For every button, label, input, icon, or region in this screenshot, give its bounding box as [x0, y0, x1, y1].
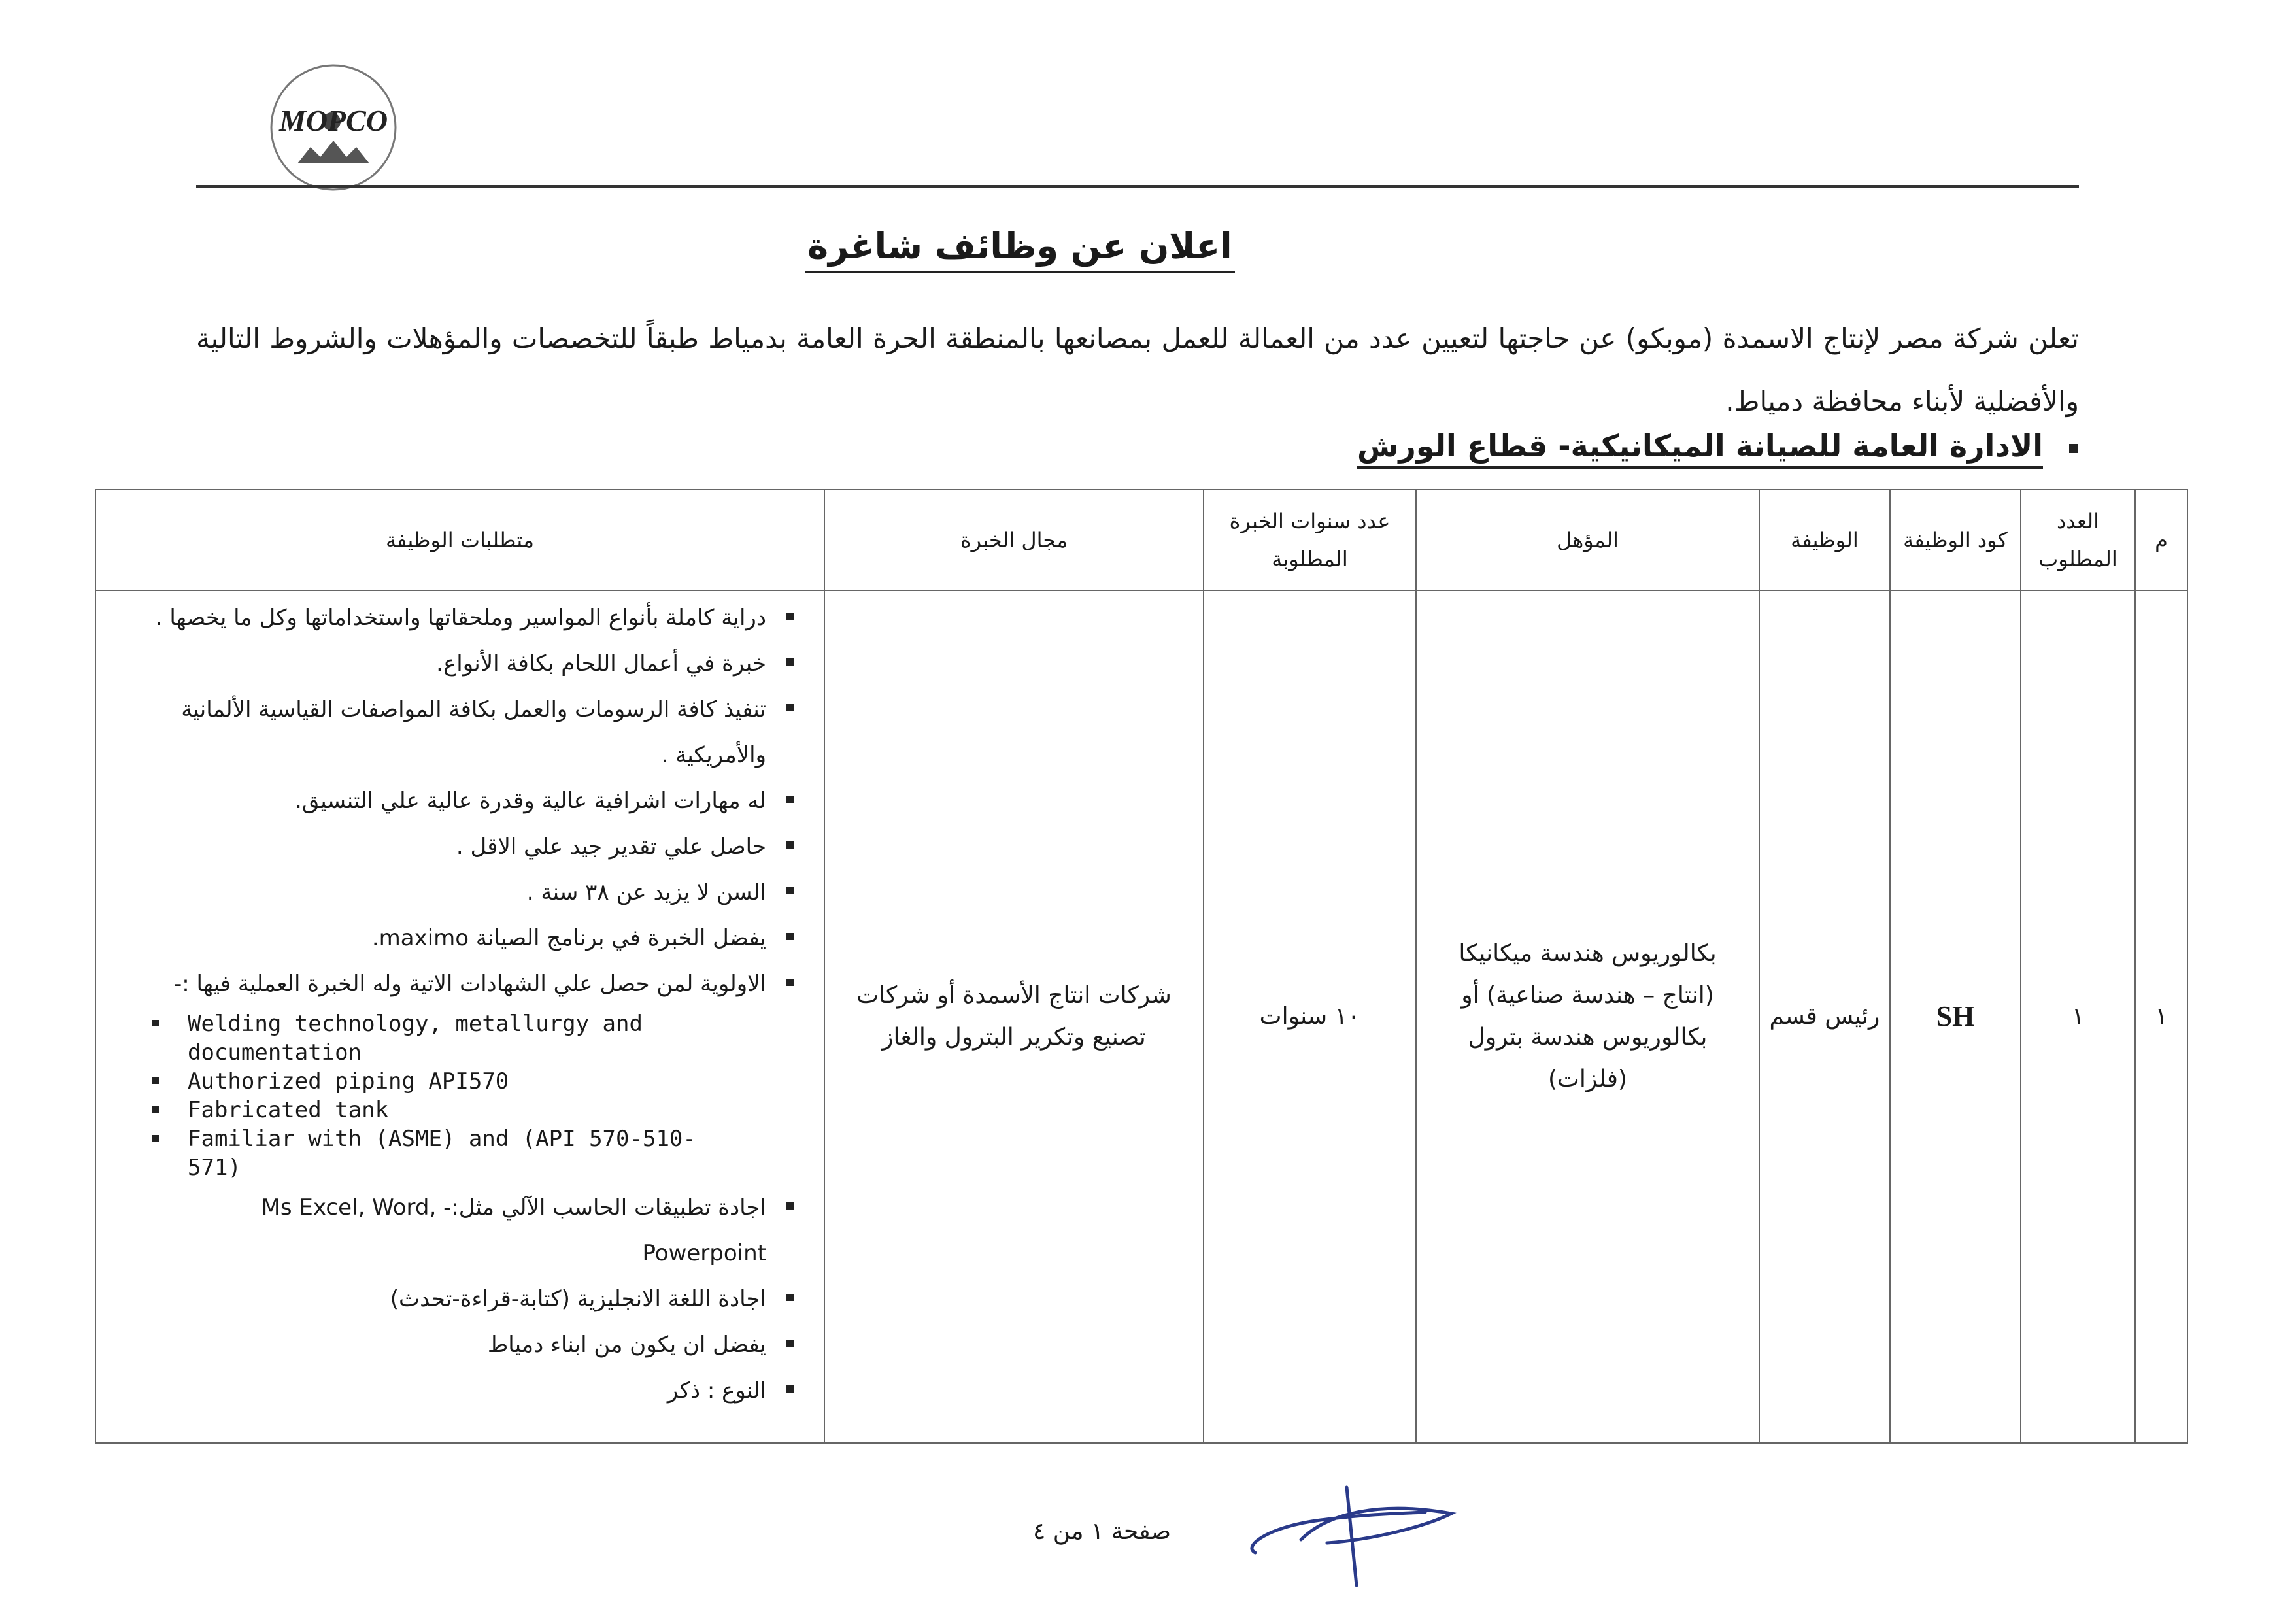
- list-item: تنفيذ كافة الرسومات والعمل بكافة المواصفات القياسية الألمانية والأمريكية .: [135, 686, 798, 778]
- cell-requirements: [95, 590, 824, 1443]
- table-row: [95, 590, 2187, 1443]
- intro-paragraph: تعلن شركة مصر لإنتاج الاسمدة (موبكو) عن حاجتها لتعيين عدد من العمالة للعمل بمصانعها بالمنطقة الحرة العامة بدمياط طبقاً للتخصصات والمؤهلات والشروط التالية والأفضلية لأبناء محافظة دمياط.: [196, 322, 2079, 417]
- company-logo: [258, 52, 409, 203]
- list-item: خبرة في أعمال اللحام بكافة الأنواع.: [135, 641, 798, 686]
- list-item: Welding technology, metallurgy and documentation: [135, 1009, 724, 1067]
- header-field: مجال الخبرة: [824, 490, 1204, 590]
- list-item: اجادة تطبيقات الحاسب الآلي مثل:- Ms Excel, Word, Powerpoint: [135, 1185, 798, 1276]
- list-item: حاصل علي تقدير جيد علي الاقل .: [135, 824, 798, 870]
- list-item: السن لا يزيد عن ٣٨ سنة .: [135, 870, 798, 915]
- list-item: يفضل ان يكون من ابناء دمياط: [135, 1322, 798, 1368]
- list-item: الاولوية لمن حصل علي الشهادات الاتية وله الخبرة العملية فيها :-: [135, 961, 798, 1007]
- header-job: الوظيفة: [1759, 490, 1890, 590]
- section-heading: [1357, 428, 2078, 464]
- cell-field: شركات انتاج الأسمدة أو شركات تصنيع وتكرير البترول والغاز: [824, 590, 1204, 1443]
- requirements-list-2: [135, 1185, 798, 1413]
- page-title-wrap: [0, 226, 2040, 273]
- header-num: م: [2135, 490, 2187, 590]
- list-item: النوع : ذكر: [135, 1368, 798, 1413]
- header-code: كود الوظيفة: [1890, 490, 2021, 590]
- header-rule: [196, 185, 2079, 188]
- cell-job: رئيس قسم: [1759, 590, 1890, 1443]
- cell-code: SH: [1890, 590, 2021, 1443]
- certificates-list: [135, 1009, 798, 1182]
- requirements-list: [135, 595, 798, 1007]
- logo-text: MOPCO: [278, 104, 388, 137]
- page-title: اعلان عن وظائف شاغرة: [805, 226, 1234, 273]
- section-title: الادارة العامة للصيانة الميكانيكية- قطاع الورش: [1357, 428, 2043, 469]
- jobs-table: [95, 489, 2188, 1444]
- list-item: يفضل الخبرة في برنامج الصيانة maximo.: [135, 915, 798, 961]
- list-item: Familiar with (ASME) and (API 570-510-571): [135, 1125, 724, 1182]
- cell-num: ١: [2135, 590, 2187, 1443]
- page-footer: صفحة ١ من ٤: [1033, 1518, 1172, 1545]
- list-item: Authorized piping API570: [135, 1067, 724, 1096]
- cell-qualification: بكالوريوس هندسة ميكانيكا (انتاج – هندسة صناعية) أو بكالوريوس هندسة بترول (فلزات): [1416, 590, 1759, 1443]
- list-item: Fabricated tank: [135, 1096, 724, 1125]
- header-requirements: متطلبات الوظيفة: [95, 490, 824, 590]
- list-item: له مهارات اشرافية عالية وقدرة عالية علي التنسيق.: [135, 778, 798, 824]
- cell-count: ١: [2021, 590, 2135, 1443]
- header-count: العدد المطلوب: [2021, 490, 2135, 590]
- list-item: دراية كاملة بأنواع المواسير وملحقاتها واستخداماتها وكل ما يخصها .: [135, 595, 798, 641]
- header-qualification: المؤهل: [1416, 490, 1759, 590]
- list-item: اجادة اللغة الانجليزية (كتابة-قراءة-تحدث): [135, 1276, 798, 1322]
- cell-years: ١٠ سنوات: [1204, 590, 1416, 1443]
- table-header-row: [95, 490, 2187, 590]
- header-years: عدد سنوات الخبرة المطلوبة: [1204, 490, 1416, 590]
- bullet-square-icon: [2069, 444, 2078, 453]
- signature: [1229, 1474, 1464, 1592]
